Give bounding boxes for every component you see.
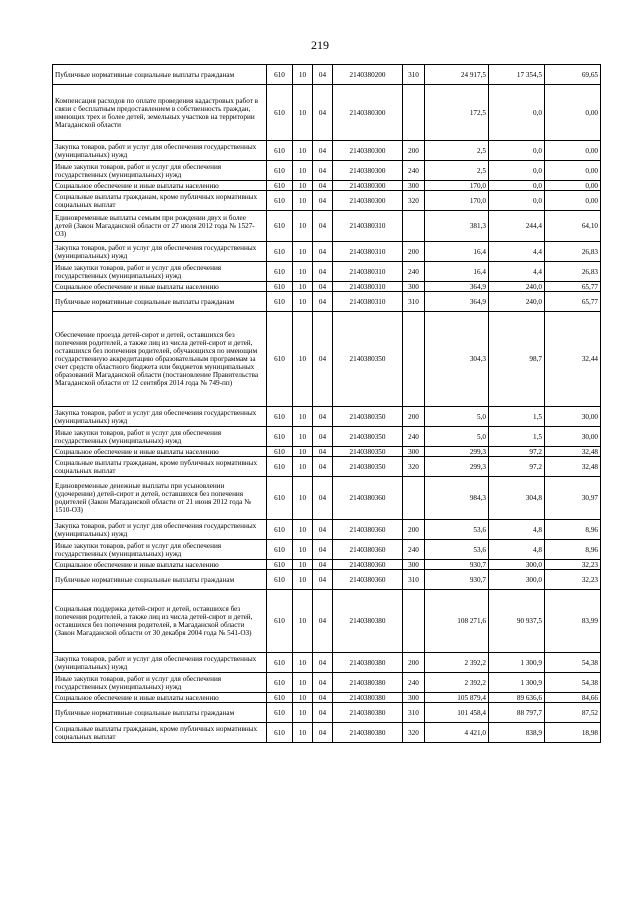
row-name-cell: Иные закупки товаров, работ и услуг для обеспечения государственных (муниципальных) нужд xyxy=(53,262,267,282)
subsection-cell: 04 xyxy=(313,65,333,85)
expense-type-cell: 200 xyxy=(403,653,425,673)
section-cell: 10 xyxy=(293,653,313,673)
executed-amount-cell: 240,0 xyxy=(489,282,545,292)
table-row xyxy=(53,262,601,282)
section-cell: 10 xyxy=(293,191,313,211)
grbs-cell: 610 xyxy=(267,191,293,211)
planned-amount-cell: 930,7 xyxy=(425,570,489,590)
target-article-cell: 2140380350 xyxy=(333,407,403,427)
execution-percent-cell: 65,77 xyxy=(545,292,601,312)
executed-amount-cell: 4,4 xyxy=(489,262,545,282)
subsection-cell: 04 xyxy=(313,723,333,743)
table-row xyxy=(53,693,601,703)
planned-amount-cell: 16,4 xyxy=(425,242,489,262)
table-row xyxy=(53,141,601,161)
expense-type-cell: 300 xyxy=(403,560,425,570)
executed-amount-cell: 0,0 xyxy=(489,161,545,181)
execution-percent-cell: 32,23 xyxy=(545,560,601,570)
planned-amount-cell: 5,0 xyxy=(425,407,489,427)
target-article-cell: 2140380380 xyxy=(333,703,403,723)
execution-percent-cell: 32,48 xyxy=(545,447,601,457)
execution-percent-cell: 8,96 xyxy=(545,520,601,540)
grbs-cell: 610 xyxy=(267,407,293,427)
target-article-cell: 2140380310 xyxy=(333,282,403,292)
executed-amount-cell: 4,8 xyxy=(489,520,545,540)
page-number: 219 xyxy=(311,38,329,52)
table-row xyxy=(53,211,601,242)
table-row xyxy=(53,292,601,312)
table-row xyxy=(53,540,601,560)
executed-amount-cell: 97,2 xyxy=(489,447,545,457)
section-cell: 10 xyxy=(293,447,313,457)
expense-type-cell: 320 xyxy=(403,723,425,743)
expense-type-cell: 200 xyxy=(403,520,425,540)
grbs-cell: 610 xyxy=(267,723,293,743)
executed-amount-cell: 0,0 xyxy=(489,191,545,211)
expense-type-cell: 240 xyxy=(403,161,425,181)
target-article-cell: 2140380380 xyxy=(333,693,403,703)
table-row xyxy=(53,590,601,653)
execution-percent-cell: 54,38 xyxy=(545,653,601,673)
table-row xyxy=(53,560,601,570)
subsection-cell: 04 xyxy=(313,262,333,282)
section-cell: 10 xyxy=(293,181,313,191)
target-article-cell: 2140380300 xyxy=(333,141,403,161)
target-article-cell: 2140380360 xyxy=(333,570,403,590)
grbs-cell: 610 xyxy=(267,540,293,560)
row-name-cell: Закупка товаров, работ и услуг для обеспечения государственных (муниципальных) нужд xyxy=(53,520,267,540)
executed-amount-cell: 300,0 xyxy=(489,560,545,570)
table-row xyxy=(53,673,601,693)
section-cell: 10 xyxy=(293,570,313,590)
expense-type-cell: 320 xyxy=(403,457,425,477)
grbs-cell: 610 xyxy=(267,181,293,191)
executed-amount-cell: 1,5 xyxy=(489,407,545,427)
grbs-cell: 610 xyxy=(267,282,293,292)
executed-amount-cell: 240,0 xyxy=(489,292,545,312)
grbs-cell: 610 xyxy=(267,427,293,447)
planned-amount-cell: 984,3 xyxy=(425,477,489,520)
executed-amount-cell: 0,0 xyxy=(489,181,545,191)
execution-percent-cell: 30,00 xyxy=(545,427,601,447)
expense-type-cell: 200 xyxy=(403,407,425,427)
expense-type-cell: 200 xyxy=(403,141,425,161)
executed-amount-cell: 0,0 xyxy=(489,141,545,161)
planned-amount-cell: 5,0 xyxy=(425,427,489,447)
target-article-cell: 2140380300 xyxy=(333,85,403,141)
row-name-cell: Социальная поддержка детей-сирот и детей, оставшихся без попечения родителей, а также лиц из числа детей-сирот и детей, оставшихся без попечения родителей, в Магаданской области (Закон Магаданской области от 30 декабря 2004 года № 541-ОЗ) xyxy=(53,590,267,653)
executed-amount-cell: 90 937,5 xyxy=(489,590,545,653)
grbs-cell: 610 xyxy=(267,447,293,457)
execution-percent-cell: 69,65 xyxy=(545,65,601,85)
executed-amount-cell: 17 354,5 xyxy=(489,65,545,85)
row-name-cell: Публичные нормативные социальные выплаты гражданам xyxy=(53,703,267,723)
grbs-cell: 610 xyxy=(267,161,293,181)
execution-percent-cell: 32,23 xyxy=(545,570,601,590)
subsection-cell: 04 xyxy=(313,520,333,540)
planned-amount-cell: 364,9 xyxy=(425,292,489,312)
section-cell: 10 xyxy=(293,457,313,477)
planned-amount-cell: 108 271,6 xyxy=(425,590,489,653)
expense-type-cell xyxy=(403,590,425,653)
executed-amount-cell: 1 300,9 xyxy=(489,673,545,693)
expense-type-cell: 310 xyxy=(403,703,425,723)
planned-amount-cell: 24 917,5 xyxy=(425,65,489,85)
target-article-cell: 2140380360 xyxy=(333,520,403,540)
subsection-cell: 04 xyxy=(313,161,333,181)
executed-amount-cell: 304,8 xyxy=(489,477,545,520)
section-cell: 10 xyxy=(293,312,313,407)
section-cell: 10 xyxy=(293,673,313,693)
row-name-cell: Социальные выплаты гражданам, кроме публичных нормативных социальных выплат xyxy=(53,457,267,477)
expense-type-cell: 240 xyxy=(403,427,425,447)
planned-amount-cell: 2 392,2 xyxy=(425,653,489,673)
planned-amount-cell: 381,3 xyxy=(425,211,489,242)
target-article-cell: 2140380360 xyxy=(333,477,403,520)
executed-amount-cell: 98,7 xyxy=(489,312,545,407)
subsection-cell: 04 xyxy=(313,191,333,211)
section-cell: 10 xyxy=(293,590,313,653)
row-name-cell: Социальное обеспечение и иные выплаты населению xyxy=(53,181,267,191)
target-article-cell: 2140380380 xyxy=(333,723,403,743)
planned-amount-cell: 53,6 xyxy=(425,520,489,540)
planned-amount-cell: 172,5 xyxy=(425,85,489,141)
target-article-cell: 2140380310 xyxy=(333,211,403,242)
subsection-cell: 04 xyxy=(313,312,333,407)
table-row xyxy=(53,447,601,457)
expense-type-cell: 310 xyxy=(403,292,425,312)
execution-percent-cell: 26,83 xyxy=(545,242,601,262)
table-row xyxy=(53,723,601,743)
section-cell: 10 xyxy=(293,262,313,282)
subsection-cell: 04 xyxy=(313,85,333,141)
planned-amount-cell: 364,9 xyxy=(425,282,489,292)
execution-percent-cell: 87,52 xyxy=(545,703,601,723)
execution-percent-cell: 84,66 xyxy=(545,693,601,703)
target-article-cell: 2140380380 xyxy=(333,673,403,693)
grbs-cell: 610 xyxy=(267,693,293,703)
row-name-cell: Иные закупки товаров, работ и услуг для обеспечения государственных (муниципальных) нужд xyxy=(53,427,267,447)
expense-type-cell xyxy=(403,477,425,520)
execution-percent-cell: 0,00 xyxy=(545,85,601,141)
grbs-cell: 610 xyxy=(267,292,293,312)
subsection-cell: 04 xyxy=(313,590,333,653)
table-row xyxy=(53,407,601,427)
subsection-cell: 04 xyxy=(313,141,333,161)
subsection-cell: 04 xyxy=(313,242,333,262)
grbs-cell: 610 xyxy=(267,477,293,520)
section-cell: 10 xyxy=(293,65,313,85)
planned-amount-cell: 299,3 xyxy=(425,447,489,457)
planned-amount-cell: 299,3 xyxy=(425,457,489,477)
row-name-cell: Социальное обеспечение и иные выплаты населению xyxy=(53,282,267,292)
section-cell: 10 xyxy=(293,560,313,570)
executed-amount-cell: 89 636,6 xyxy=(489,693,545,703)
subsection-cell: 04 xyxy=(313,477,333,520)
execution-percent-cell: 83,99 xyxy=(545,590,601,653)
execution-percent-cell: 0,00 xyxy=(545,191,601,211)
section-cell: 10 xyxy=(293,211,313,242)
planned-amount-cell: 170,0 xyxy=(425,191,489,211)
planned-amount-cell: 16,4 xyxy=(425,262,489,282)
row-name-cell: Социальные выплаты гражданам, кроме публичных нормативных социальных выплат xyxy=(53,191,267,211)
table-row xyxy=(53,161,601,181)
executed-amount-cell: 0,0 xyxy=(489,85,545,141)
subsection-cell: 04 xyxy=(313,407,333,427)
subsection-cell: 04 xyxy=(313,560,333,570)
grbs-cell: 610 xyxy=(267,211,293,242)
expense-type-cell: 300 xyxy=(403,181,425,191)
subsection-cell: 04 xyxy=(313,653,333,673)
execution-percent-cell: 30,00 xyxy=(545,407,601,427)
planned-amount-cell: 105 879,4 xyxy=(425,693,489,703)
executed-amount-cell: 97,2 xyxy=(489,457,545,477)
executed-amount-cell: 4,8 xyxy=(489,540,545,560)
row-name-cell: Закупка товаров, работ и услуг для обеспечения государственных (муниципальных) нужд xyxy=(53,242,267,262)
section-cell: 10 xyxy=(293,85,313,141)
expense-type-cell: 310 xyxy=(403,570,425,590)
expense-type-cell: 240 xyxy=(403,673,425,693)
grbs-cell: 610 xyxy=(267,703,293,723)
expense-type-cell: 240 xyxy=(403,262,425,282)
table-row xyxy=(53,65,601,85)
execution-percent-cell: 54,38 xyxy=(545,673,601,693)
subsection-cell: 04 xyxy=(313,540,333,560)
target-article-cell: 2140380350 xyxy=(333,427,403,447)
table-row xyxy=(53,312,601,407)
execution-percent-cell: 32,44 xyxy=(545,312,601,407)
expense-type-cell xyxy=(403,85,425,141)
row-name-cell: Единовременные выплаты семьям при рождении двух и более детей (Закон Магаданской области от 27 июля 2012 года № 1527-ОЗ) xyxy=(53,211,267,242)
row-name-cell: Обеспечение проезда детей-сирот и детей, оставшихся без попечения родителей, а также лиц из числа детей-сирот и детей, оставшихся без попечения родителей, обучающихся по имеющим государственную аккредитацию образовательным программам за счет средств областного бюджета или бюджетов муниципальных образований Магаданской области (постановление Правительства Магаданской области от 12 сентября 2014 года № 749-пп) xyxy=(53,312,267,407)
grbs-cell: 610 xyxy=(267,590,293,653)
budget-execution-table xyxy=(52,64,601,743)
row-name-cell: Публичные нормативные социальные выплаты гражданам xyxy=(53,292,267,312)
expense-type-cell xyxy=(403,312,425,407)
grbs-cell: 610 xyxy=(267,520,293,540)
execution-percent-cell: 8,96 xyxy=(545,540,601,560)
section-cell: 10 xyxy=(293,242,313,262)
executed-amount-cell: 1,5 xyxy=(489,427,545,447)
expense-type-cell: 240 xyxy=(403,540,425,560)
section-cell: 10 xyxy=(293,520,313,540)
target-article-cell: 2140380360 xyxy=(333,560,403,570)
target-article-cell: 2140380360 xyxy=(333,540,403,560)
row-name-cell: Иные закупки товаров, работ и услуг для обеспечения государственных (муниципальных) нужд xyxy=(53,161,267,181)
row-name-cell: Социальные выплаты гражданам, кроме публичных нормативных социальных выплат xyxy=(53,723,267,743)
target-article-cell: 2140380200 xyxy=(333,65,403,85)
table-row xyxy=(53,520,601,540)
execution-percent-cell: 0,00 xyxy=(545,181,601,191)
section-cell: 10 xyxy=(293,292,313,312)
target-article-cell: 2140380350 xyxy=(333,447,403,457)
execution-percent-cell: 32,48 xyxy=(545,457,601,477)
subsection-cell: 04 xyxy=(313,181,333,191)
grbs-cell: 610 xyxy=(267,85,293,141)
target-article-cell: 2140380350 xyxy=(333,312,403,407)
planned-amount-cell: 4 421,0 xyxy=(425,723,489,743)
section-cell: 10 xyxy=(293,477,313,520)
target-article-cell: 2140380380 xyxy=(333,653,403,673)
planned-amount-cell: 101 458,4 xyxy=(425,703,489,723)
section-cell: 10 xyxy=(293,723,313,743)
target-article-cell: 2140380350 xyxy=(333,457,403,477)
table-row xyxy=(53,477,601,520)
grbs-cell: 610 xyxy=(267,242,293,262)
section-cell: 10 xyxy=(293,161,313,181)
row-name-cell: Социальное обеспечение и иные выплаты населению xyxy=(53,560,267,570)
table-row xyxy=(53,653,601,673)
executed-amount-cell: 300,0 xyxy=(489,570,545,590)
subsection-cell: 04 xyxy=(313,673,333,693)
execution-percent-cell: 65,77 xyxy=(545,282,601,292)
subsection-cell: 04 xyxy=(313,693,333,703)
target-article-cell: 2140380300 xyxy=(333,191,403,211)
row-name-cell: Единовременные денежные выплаты при усыновлении (удочерении) детей-сирот и детей, оставшихся без попечения родителей (Закон Магаданской области от 21 июня 2012 года № 1510-ОЗ) xyxy=(53,477,267,520)
row-name-cell: Публичные нормативные социальные выплаты гражданам xyxy=(53,65,267,85)
subsection-cell: 04 xyxy=(313,292,333,312)
planned-amount-cell: 304,3 xyxy=(425,312,489,407)
row-name-cell: Закупка товаров, работ и услуг для обеспечения государственных (муниципальных) нужд xyxy=(53,653,267,673)
executed-amount-cell: 244,4 xyxy=(489,211,545,242)
grbs-cell: 610 xyxy=(267,673,293,693)
table-row xyxy=(53,282,601,292)
row-name-cell: Закупка товаров, работ и услуг для обеспечения государственных (муниципальных) нужд xyxy=(53,407,267,427)
grbs-cell: 610 xyxy=(267,312,293,407)
section-cell: 10 xyxy=(293,540,313,560)
planned-amount-cell: 2,5 xyxy=(425,141,489,161)
planned-amount-cell: 53,6 xyxy=(425,540,489,560)
execution-percent-cell: 26,83 xyxy=(545,262,601,282)
grbs-cell: 610 xyxy=(267,262,293,282)
expense-type-cell: 300 xyxy=(403,693,425,703)
planned-amount-cell: 930,7 xyxy=(425,560,489,570)
table-row xyxy=(53,457,601,477)
grbs-cell: 610 xyxy=(267,560,293,570)
section-cell: 10 xyxy=(293,282,313,292)
execution-percent-cell: 30,97 xyxy=(545,477,601,520)
executed-amount-cell: 4,4 xyxy=(489,242,545,262)
row-name-cell: Иные закупки товаров, работ и услуг для обеспечения государственных (муниципальных) нужд xyxy=(53,673,267,693)
execution-percent-cell: 0,00 xyxy=(545,161,601,181)
table-row xyxy=(53,242,601,262)
section-cell: 10 xyxy=(293,407,313,427)
table-row xyxy=(53,181,601,191)
table-body xyxy=(53,65,601,743)
subsection-cell: 04 xyxy=(313,457,333,477)
table-row xyxy=(53,703,601,723)
section-cell: 10 xyxy=(293,703,313,723)
target-article-cell: 2140380310 xyxy=(333,242,403,262)
section-cell: 10 xyxy=(293,693,313,703)
row-name-cell: Публичные нормативные социальные выплаты гражданам xyxy=(53,570,267,590)
subsection-cell: 04 xyxy=(313,447,333,457)
execution-percent-cell: 18,98 xyxy=(545,723,601,743)
row-name-cell: Закупка товаров, работ и услуг для обеспечения государственных (муниципальных) нужд xyxy=(53,141,267,161)
target-article-cell: 2140380310 xyxy=(333,292,403,312)
subsection-cell: 04 xyxy=(313,211,333,242)
table-row xyxy=(53,570,601,590)
grbs-cell: 610 xyxy=(267,65,293,85)
target-article-cell: 2140380300 xyxy=(333,161,403,181)
target-article-cell: 2140380310 xyxy=(333,262,403,282)
execution-percent-cell: 64,10 xyxy=(545,211,601,242)
row-name-cell: Компенсация расходов по оплате проведения кадастровых работ в связи с бесплатным предоставлением в собственность граждан, имеющих трех и более детей, земельных участков на территории Магаданской области xyxy=(53,85,267,141)
row-name-cell: Социальное обеспечение и иные выплаты населению xyxy=(53,447,267,457)
executed-amount-cell: 88 797,7 xyxy=(489,703,545,723)
expense-type-cell xyxy=(403,211,425,242)
expense-type-cell: 300 xyxy=(403,282,425,292)
target-article-cell: 2140380380 xyxy=(333,590,403,653)
subsection-cell: 04 xyxy=(313,570,333,590)
table-row xyxy=(53,191,601,211)
row-name-cell: Социальное обеспечение и иные выплаты населению xyxy=(53,693,267,703)
planned-amount-cell: 2,5 xyxy=(425,161,489,181)
planned-amount-cell: 2 392,2 xyxy=(425,673,489,693)
target-article-cell: 2140380300 xyxy=(333,181,403,191)
expense-type-cell: 310 xyxy=(403,65,425,85)
planned-amount-cell: 170,0 xyxy=(425,181,489,191)
table-row xyxy=(53,427,601,447)
executed-amount-cell: 1 300,9 xyxy=(489,653,545,673)
row-name-cell: Иные закупки товаров, работ и услуг для обеспечения государственных (муниципальных) нужд xyxy=(53,540,267,560)
grbs-cell: 610 xyxy=(267,141,293,161)
subsection-cell: 04 xyxy=(313,282,333,292)
expense-type-cell: 300 xyxy=(403,447,425,457)
subsection-cell: 04 xyxy=(313,703,333,723)
grbs-cell: 610 xyxy=(267,570,293,590)
expense-type-cell: 320 xyxy=(403,191,425,211)
section-cell: 10 xyxy=(293,141,313,161)
grbs-cell: 610 xyxy=(267,457,293,477)
execution-percent-cell: 0,00 xyxy=(545,141,601,161)
subsection-cell: 04 xyxy=(313,427,333,447)
expense-type-cell: 200 xyxy=(403,242,425,262)
table-row xyxy=(53,85,601,141)
executed-amount-cell: 838,9 xyxy=(489,723,545,743)
grbs-cell: 610 xyxy=(267,653,293,673)
section-cell: 10 xyxy=(293,427,313,447)
